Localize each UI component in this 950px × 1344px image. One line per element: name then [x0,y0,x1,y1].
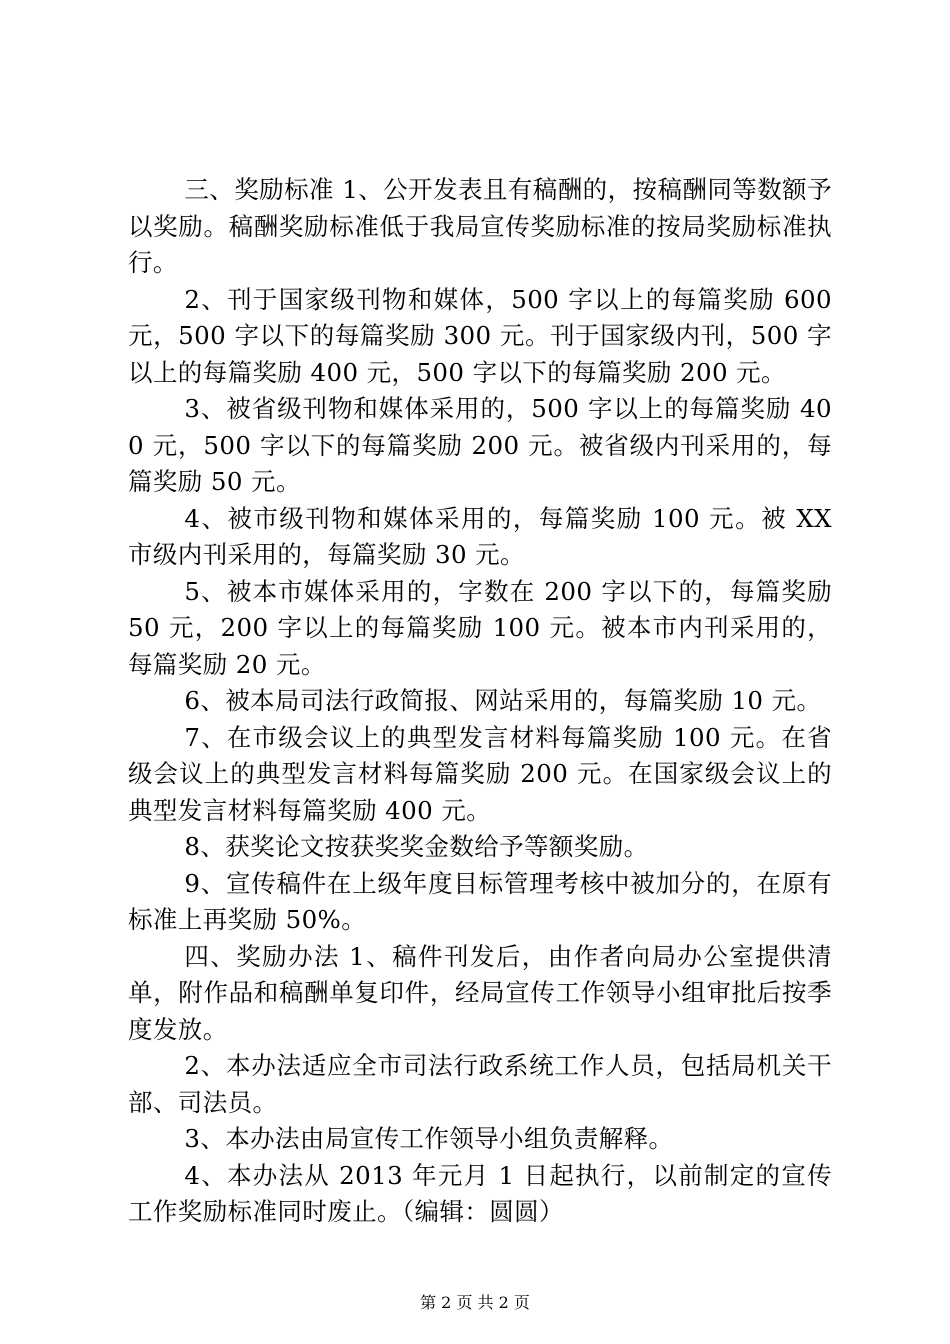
paragraph-local-media: 5、被本市媒体采用的，字数在 200 字以下的，每篇奖励 50 元，200 字以上的每篇奖励 100 元。被本市内刊采用的，每篇奖励 20 元。 [128,576,832,679]
paragraph-reward-standards: 三、奖励标准 1、公开发表且有稿酬的，按稿酬同等数额予以奖励。稿酬奖励标准低于我局宣传奖励标准的按局奖励标准执行。 [128,175,832,277]
page-number-footer: 第 2 页 共 2 页 [420,1293,530,1312]
paragraph-meeting-speech: 7、在市级会议上的典型发言材料每篇奖励 100 元。在省级会议上的典型发言材料每篇奖励 200 元。在国家级会议上的典型发言材料每篇奖励 400 元。 [128,722,832,825]
paragraph-city-level: 4、被市级刊物和媒体采用的，每篇奖励 100 元。被 XX 市级内刊采用的，每篇奖励 30 元。 [128,503,832,569]
paragraph-assessment-bonus: 9、宣传稿件在上级年度目标管理考核中被加分的，在原有标准上再奖励 50%。 [128,868,832,934]
paragraph-reward-method: 四、奖励办法 1、稿件刊发后，由作者向局办公室提供清单，附作品和稿酬单复印件，经局宣传工作领导小组审批后按季度发放。 [128,941,832,1044]
paragraph-applicable-scope: 2、本办法适应全市司法行政系统工作人员，包括局机关干部、司法员。 [128,1051,832,1117]
document-body [128,172,832,1231]
paragraph-effective-date: 4、本办法从 2013 年元月 1 日起执行，以前制定的宣传工作奖励标准同时废止。（编辑：圆圆） [128,1160,832,1226]
paragraph-interpretation: 3、本办法由局宣传工作领导小组负责解释。 [184,1124,674,1153]
paragraph-award-papers: 8、获奖论文按获奖奖金数给予等额奖励。 [184,832,649,861]
paragraph-bureau-bulletin: 6、被本局司法行政简报、网站采用的，每篇奖励 10 元。 [184,686,822,715]
paragraph-provincial-level: 3、被省级刊物和媒体采用的，500 字以上的每篇奖励 400 元，500 字以下的每篇奖励 200 元。被省级内刊采用的，每篇奖励 50 元。 [128,394,832,496]
paragraph-national-level: 2、刊于国家级刊物和媒体，500 字以上的每篇奖励 600 元，500 字以下的每篇奖励 300 元。刊于国家级内刊，500 字以上的每篇奖励 400 元，500 字以下的每篇奖励 200 元。 [128,284,832,387]
